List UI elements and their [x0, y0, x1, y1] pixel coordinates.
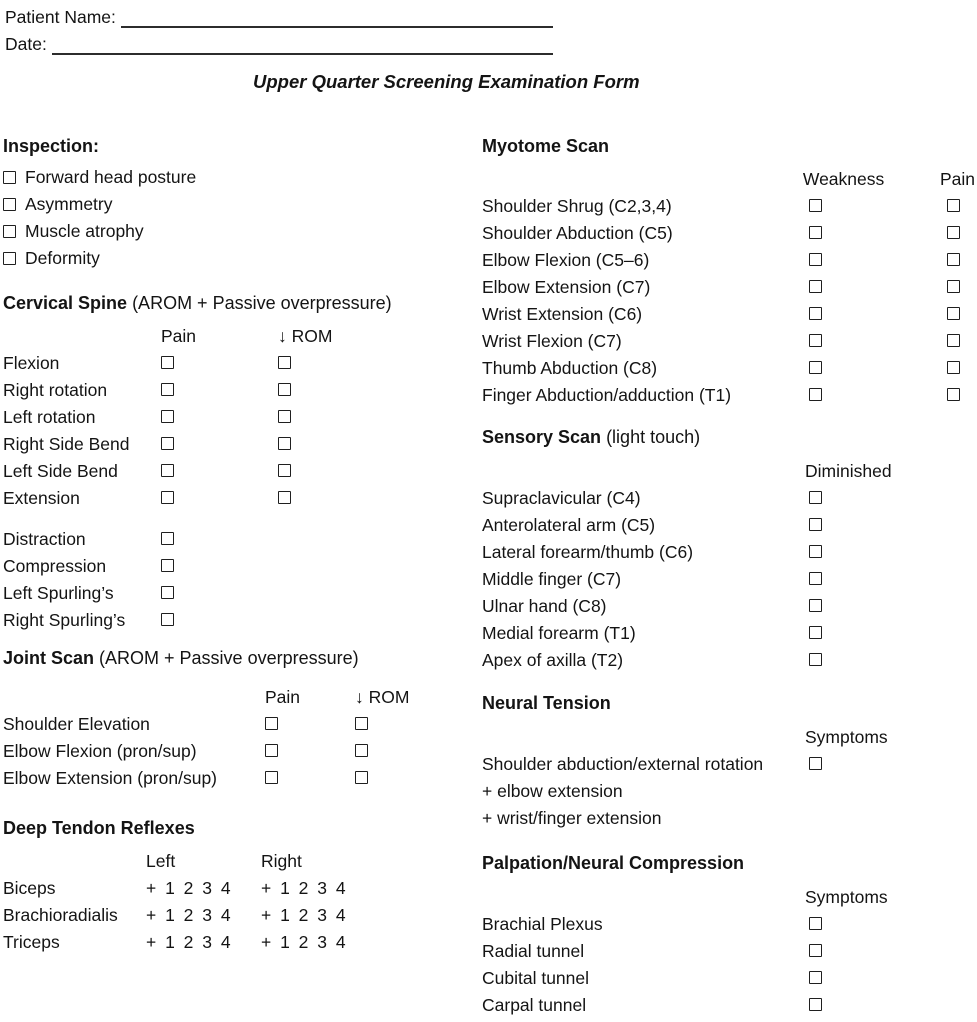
sensory-heading-rest: (light touch)	[601, 427, 701, 447]
weakness-checkbox[interactable]	[809, 334, 822, 347]
joint-row	[3, 711, 471, 738]
joint-scan-heading-rest: (AROM + Passive overpressure)	[94, 648, 359, 668]
palpation-row	[482, 911, 975, 938]
cervical-test-label: Compression	[3, 556, 107, 576]
pain-column-header: Pain	[265, 687, 301, 707]
pain-cell	[161, 458, 278, 485]
cervical-row	[3, 350, 471, 377]
cervical-row	[3, 404, 471, 431]
inspection-item-label: Asymmetry	[25, 194, 113, 214]
diminished-cell	[805, 485, 943, 512]
sensory-row	[482, 485, 975, 512]
myotome-row-label: Finger Abduction/adduction (T1)	[482, 385, 732, 405]
inspection-list	[3, 164, 471, 272]
inspection-item-label: Deformity	[25, 248, 100, 268]
myotome-table-header	[482, 166, 975, 193]
pain-checkbox[interactable]	[161, 383, 174, 396]
diminished-checkbox[interactable]	[809, 653, 822, 666]
symptoms-checkbox[interactable]	[809, 757, 822, 770]
cervical-row-label: Right rotation	[3, 380, 108, 400]
date-field	[5, 28, 553, 55]
cervical-spine-heading-bold: Cervical Spine	[3, 293, 128, 313]
dtr-left-scale[interactable]: + 1 2 3 4	[146, 932, 233, 952]
page-title: Upper Quarter Screening Examination Form	[253, 71, 640, 92]
symptoms-cell	[805, 751, 943, 778]
weakness-cell	[805, 193, 943, 220]
patient-name-field	[5, 1, 553, 28]
pain-checkbox[interactable]	[947, 334, 960, 347]
pain-cell	[943, 220, 975, 247]
palpation-row	[482, 992, 975, 1019]
myotome-row	[482, 355, 975, 382]
weakness-checkbox[interactable]	[809, 253, 822, 266]
joint-scan-heading	[3, 645, 471, 672]
pain-cell	[161, 404, 278, 431]
pain-cell	[943, 382, 975, 409]
dtr-left-scale[interactable]: + 1 2 3 4	[146, 878, 233, 898]
cervical-table-header	[3, 323, 471, 350]
pain-cell	[161, 485, 278, 512]
palpation-row-label: Brachial Plexus	[482, 914, 603, 934]
pain-cell	[943, 274, 975, 301]
pain-checkbox[interactable]	[947, 253, 960, 266]
cervical-test-row	[3, 553, 471, 580]
cervical-spine-heading-rest: (AROM + Passive overpressure)	[127, 293, 392, 313]
dtr-row-label: Biceps	[3, 878, 56, 898]
cervical-row	[3, 458, 471, 485]
myotome-row-label: Elbow Flexion (C5–6)	[482, 250, 650, 270]
pain-cell	[265, 738, 355, 765]
pain-checkbox[interactable]	[947, 361, 960, 374]
neural-table-header	[482, 724, 975, 751]
pain-cell	[943, 355, 975, 382]
diminished-column-header: Diminished	[805, 461, 892, 481]
sensory-heading-bold: Sensory Scan	[482, 427, 602, 447]
sensory-heading	[482, 424, 975, 451]
symptoms-column-header: Symptoms	[805, 727, 888, 747]
palpation-table	[482, 911, 975, 1019]
myotome-row	[482, 328, 975, 355]
sensory-row	[482, 647, 975, 674]
sensory-row	[482, 593, 975, 620]
palpation-heading: Palpation/Neural Compression	[482, 853, 745, 873]
date-label: Date:	[5, 34, 47, 54]
pain-cell	[943, 193, 975, 220]
weakness-checkbox[interactable]	[809, 226, 822, 239]
palpation-table-header	[482, 884, 975, 911]
rom-cell	[278, 377, 471, 404]
test-cell	[161, 526, 278, 553]
diminished-cell	[805, 593, 943, 620]
pain-checkbox[interactable]	[947, 388, 960, 401]
header-fields	[5, 1, 553, 55]
pain-cell	[943, 328, 975, 355]
pain-checkbox[interactable]	[161, 491, 174, 504]
joint-row-label: Elbow Flexion (pron/sup)	[3, 741, 197, 761]
dtr-row-label: Brachioradialis	[3, 905, 118, 925]
dtr-row	[3, 929, 471, 956]
inspection-item-label: Forward head posture	[25, 167, 197, 187]
diminished-checkbox[interactable]	[809, 518, 822, 531]
neural-continuation-lines	[482, 778, 975, 832]
cervical-row-label: Right Side Bend	[3, 434, 130, 454]
cervical-test-row	[3, 526, 471, 553]
myotome-row-label: Wrist Extension (C6)	[482, 304, 643, 324]
rom-cell	[278, 485, 471, 512]
rom-cell	[278, 350, 471, 377]
rom-checkbox[interactable]	[278, 437, 291, 450]
neural-tension-heading: Neural Tension	[482, 693, 611, 713]
neural-continuation-label: + wrist/finger extension	[482, 808, 662, 828]
symptoms-checkbox[interactable]	[809, 998, 822, 1011]
inspection-checkbox[interactable]	[3, 171, 16, 184]
myotome-row-label: Shoulder Abduction (C5)	[482, 223, 673, 243]
cervical-test-label: Distraction	[3, 529, 86, 549]
test-cell	[161, 607, 278, 634]
sensory-row-label: Anterolateral arm (C5)	[482, 515, 656, 535]
weakness-checkbox[interactable]	[809, 307, 822, 320]
left-column-header: Left	[146, 851, 176, 871]
diminished-cell	[805, 512, 943, 539]
joint-row-label: Shoulder Elevation	[3, 714, 150, 734]
pain-checkbox[interactable]	[161, 437, 174, 450]
myotome-row-label: Elbow Extension (C7)	[482, 277, 651, 297]
rom-checkbox[interactable]	[278, 383, 291, 396]
pain-cell	[265, 711, 355, 738]
patient-name-label: Patient Name:	[5, 7, 116, 27]
cervical-spine-heading	[3, 290, 471, 317]
rom-checkbox[interactable]	[355, 744, 368, 757]
pain-cell	[161, 431, 278, 458]
right-column	[482, 130, 975, 1019]
right-column-header: Right	[261, 851, 302, 871]
symptoms-cell	[805, 965, 943, 992]
joint-scan-heading-bold: Joint Scan	[3, 648, 95, 668]
symptoms-checkbox[interactable]	[809, 971, 822, 984]
myotome-row	[482, 301, 975, 328]
test-checkbox[interactable]	[161, 532, 174, 545]
pain-cell	[943, 301, 975, 328]
sensory-row	[482, 620, 975, 647]
myotome-heading: Myotome Scan	[482, 136, 610, 156]
joint-row	[3, 765, 471, 792]
inspection-item	[3, 191, 471, 218]
rom-cell	[278, 404, 471, 431]
pain-column-header: Pain	[161, 326, 197, 346]
sensory-row-label: Apex of axilla (T2)	[482, 650, 624, 670]
pain-checkbox[interactable]	[265, 771, 278, 784]
test-cell	[161, 580, 278, 607]
joint-table-header	[3, 684, 471, 711]
inspection-heading: Inspection:	[3, 136, 100, 156]
rom-cell	[278, 431, 471, 458]
cervical-row	[3, 485, 471, 512]
cervical-row	[3, 431, 471, 458]
pain-checkbox[interactable]	[947, 307, 960, 320]
weakness-checkbox[interactable]	[809, 199, 822, 212]
diminished-checkbox[interactable]	[809, 572, 822, 585]
palpation-row-label: Carpal tunnel	[482, 995, 587, 1015]
weakness-cell	[805, 274, 943, 301]
myotome-row	[482, 193, 975, 220]
weakness-cell	[805, 220, 943, 247]
rom-checkbox[interactable]	[355, 771, 368, 784]
pain-checkbox[interactable]	[947, 199, 960, 212]
inspection-item-label: Muscle atrophy	[25, 221, 144, 241]
rom-cell	[278, 458, 471, 485]
rom-cell	[355, 765, 471, 792]
cervical-row	[3, 377, 471, 404]
rom-checkbox[interactable]	[278, 356, 291, 369]
neural-row	[482, 751, 975, 778]
sensory-row-label: Supraclavicular (C4)	[482, 488, 641, 508]
cervical-test-label: Left Spurling’s	[3, 583, 114, 603]
weakness-column-header: Weakness	[802, 169, 885, 189]
neural-continuation-label: + elbow extension	[482, 781, 623, 801]
test-checkbox[interactable]	[161, 586, 174, 599]
pain-checkbox[interactable]	[161, 356, 174, 369]
diminished-cell	[805, 539, 943, 566]
cervical-table	[3, 350, 471, 512]
cervical-tests-list	[3, 526, 471, 634]
diminished-checkbox[interactable]	[809, 545, 822, 558]
pain-column-header: Pain	[939, 169, 975, 189]
symptoms-cell	[805, 938, 943, 965]
palpation-row-label: Cubital tunnel	[482, 968, 590, 988]
joint-row-label: Elbow Extension (pron/sup)	[3, 768, 217, 788]
myotome-row	[482, 247, 975, 274]
weakness-cell	[805, 328, 943, 355]
sensory-row-label: Ulnar hand (C8)	[482, 596, 607, 616]
weakness-cell	[805, 355, 943, 382]
sensory-table-header	[482, 458, 975, 485]
pain-checkbox[interactable]	[265, 717, 278, 730]
rom-checkbox[interactable]	[278, 410, 291, 423]
diminished-cell	[805, 647, 943, 674]
diminished-checkbox[interactable]	[809, 491, 822, 504]
symptoms-cell	[805, 911, 943, 938]
dtr-right-scale[interactable]: + 1 2 3 4	[261, 932, 348, 952]
rom-checkbox[interactable]	[278, 491, 291, 504]
myotome-table	[482, 193, 975, 409]
myotome-row-label: Thumb Abduction (C8)	[482, 358, 658, 378]
cervical-test-row	[3, 580, 471, 607]
sensory-row-label: Medial forearm (T1)	[482, 623, 636, 643]
pain-cell	[943, 247, 975, 274]
pain-checkbox[interactable]	[947, 280, 960, 293]
neural-row-label: Shoulder abduction/external rotation	[482, 754, 764, 774]
pain-cell	[161, 350, 278, 377]
dtr-heading: Deep Tendon Reflexes	[3, 818, 195, 838]
test-cell	[161, 553, 278, 580]
inspection-checkbox[interactable]	[3, 225, 16, 238]
myotome-row-label: Shoulder Shrug (C2,3,4)	[482, 196, 672, 216]
myotome-row-label: Wrist Flexion (C7)	[482, 331, 622, 351]
weakness-checkbox[interactable]	[809, 388, 822, 401]
myotome-row	[482, 274, 975, 301]
sensory-row-label: Middle finger (C7)	[482, 569, 622, 589]
rom-checkbox[interactable]	[278, 464, 291, 477]
dtr-left-scale[interactable]: + 1 2 3 4	[146, 905, 233, 925]
dtr-table-header	[3, 848, 471, 875]
diminished-cell	[805, 566, 943, 593]
pain-checkbox[interactable]	[161, 464, 174, 477]
symptoms-checkbox[interactable]	[809, 917, 822, 930]
pain-checkbox[interactable]	[265, 744, 278, 757]
myotome-row	[482, 220, 975, 247]
inspection-checkbox[interactable]	[3, 198, 16, 211]
test-checkbox[interactable]	[161, 613, 174, 626]
dtr-table	[3, 875, 471, 956]
rom-cell	[355, 711, 471, 738]
palpation-row-label: Radial tunnel	[482, 941, 585, 961]
dtr-row	[3, 875, 471, 902]
inspection-checkbox[interactable]	[3, 252, 16, 265]
sensory-row	[482, 512, 975, 539]
dtr-right-scale[interactable]: + 1 2 3 4	[261, 905, 348, 925]
joint-table	[3, 711, 471, 792]
symptoms-cell	[805, 992, 943, 1019]
weakness-checkbox[interactable]	[809, 361, 822, 374]
rom-column-header: ↓ ROM	[278, 326, 333, 346]
weakness-checkbox[interactable]	[809, 280, 822, 293]
diminished-cell	[805, 620, 943, 647]
cervical-row-label: Extension	[3, 488, 80, 508]
date-input-line[interactable]	[52, 34, 553, 55]
palpation-row	[482, 965, 975, 992]
dtr-right-scale[interactable]: + 1 2 3 4	[261, 878, 348, 898]
pain-cell	[265, 765, 355, 792]
sensory-row-label: Lateral forearm/thumb (C6)	[482, 542, 694, 562]
myotome-row	[482, 382, 975, 409]
cervical-row-label: Left rotation	[3, 407, 96, 427]
diminished-checkbox[interactable]	[809, 626, 822, 639]
cervical-row-label: Left Side Bend	[3, 461, 118, 481]
rom-checkbox[interactable]	[355, 717, 368, 730]
dtr-row	[3, 902, 471, 929]
sensory-row	[482, 539, 975, 566]
weakness-cell	[805, 301, 943, 328]
inspection-item	[3, 245, 471, 272]
symptoms-column-header: Symptoms	[805, 887, 888, 907]
diminished-checkbox[interactable]	[809, 599, 822, 612]
pain-checkbox[interactable]	[161, 410, 174, 423]
weakness-cell	[805, 382, 943, 409]
sensory-table	[482, 485, 975, 674]
inspection-item	[3, 218, 471, 245]
pain-checkbox[interactable]	[947, 226, 960, 239]
symptoms-checkbox[interactable]	[809, 944, 822, 957]
cervical-test-label: Right Spurling’s	[3, 610, 126, 630]
cervical-row-label: Flexion	[3, 353, 60, 373]
inspection-item	[3, 164, 471, 191]
left-column	[3, 130, 471, 956]
rom-cell	[355, 738, 471, 765]
dtr-row-label: Triceps	[3, 932, 60, 952]
weakness-cell	[805, 247, 943, 274]
test-checkbox[interactable]	[161, 559, 174, 572]
sensory-row	[482, 566, 975, 593]
patient-name-input-line[interactable]	[121, 7, 553, 28]
palpation-row	[482, 938, 975, 965]
pain-cell	[161, 377, 278, 404]
cervical-test-row	[3, 607, 471, 634]
joint-row	[3, 738, 471, 765]
rom-column-header: ↓ ROM	[355, 687, 410, 707]
